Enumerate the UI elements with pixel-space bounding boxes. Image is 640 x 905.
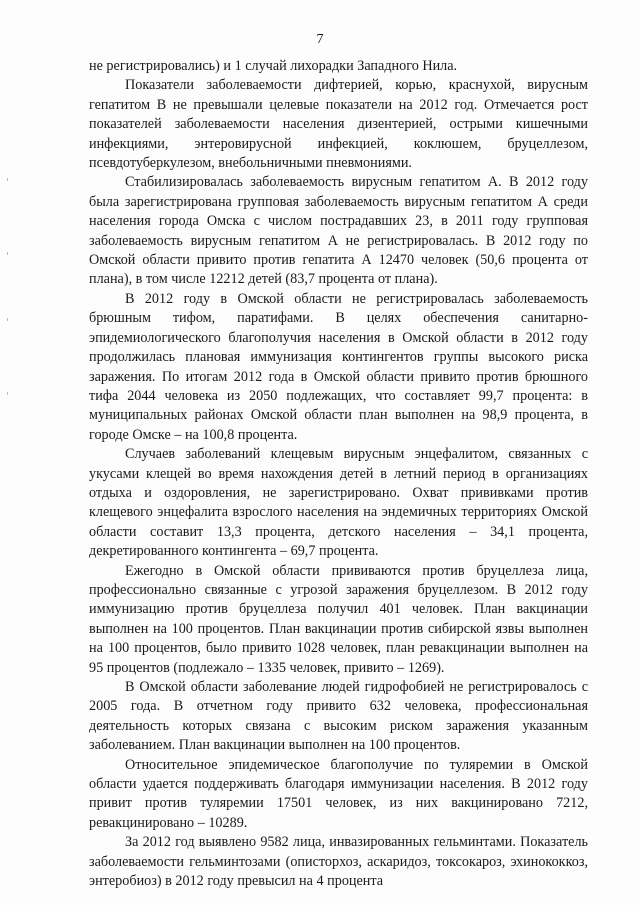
paragraph-hepatitis-a: Стабилизировалась заболеваемость вирусным гепатитом А. В 2012 году была зарегистрирована групповая заболеваемость вирусным гепатитом А среди населения города Омска с числом пострадавших 23, в 2011 году групповая заболеваемость вирусным гепатитом А не регистрировалась. В 2012 году по Омской области привито против гепатита А 12470 человек (50,6 процента от плана), в том числе 12212 детей (83,7 процента от плана).	[89, 174, 588, 288]
paragraph-helminthiasis: За 2012 год выявлено 9582 лица, инвазированных гельминтами. Показатель заболеваемости гельминтозами (описторхоз, аскаридоз, токсокароз, эхинококкоз, энтеробиоз) в 2012 году превысил на 4 процента	[89, 834, 588, 890]
paragraph-incidence-indicators: Показатели заболеваемости дифтерией, корью, краснухой, вирусным гепатитом В не превышали целевые показатели на 2012 год. Отмечается рост показателей заболеваемости населения дизентерией, острыми кишечными инфекциями, энтеровирусной инфекцией, коклюшем, бруцеллезом, псевдотуберкулезом, внебольничными пневмониями.	[89, 77, 588, 172]
paragraph-tick-borne-encephalitis: Случаев заболеваний клещевым вирусным энцефалитом, связанных с укусами клещей во время нахождения детей в летний период в организациях отдыха и оздоровления, не зарегистрировано. Охват прививками против клещевого энцефалита взрослого населения на эндемичных территориях Омской области составит 13,3 процента, детского населения – 34,1 процента, декретированного контингента – 69,7 процента.	[89, 446, 588, 560]
body-text	[89, 57, 588, 891]
scan-margin-mark	[7, 252, 8, 255]
paragraph-brucellosis: Ежегодно в Омской области прививаются против бруцеллеза лица, профессионально связанные с угрозой заражения бруцеллезом. В 2012 году иммунизацию против бруцеллеза получил 401 человек. План вакцинации выполнен на 100 процентов. План вакцинации против сибирской язвы выполнен на 100 процентов, было привито 1028 человек, план ревакцинации выполнен на 95 процентов (подлежало – 1335 человек, привито – 1269).	[89, 562, 588, 676]
paragraph-tularemia: Относительное эпидемическое благополучие по туляремии в Омской области удается поддерживать благодаря иммунизации населения. В 2012 году привит против туляремии 17501 человек, из них вакцинировано 7212, ревакцинировано – 10289.	[89, 756, 588, 831]
paragraph-continuation: не регистрировались) и 1 случай лихорадки Западного Нила.	[89, 58, 458, 74]
scan-margin-mark	[7, 178, 8, 181]
scan-margin-mark	[7, 392, 8, 395]
paragraph-rabies: В Омской области заболевание людей гидрофобией не регистрировалось с 2005 года. В отчетном году привито 632 человека, профессиональная деятельность которых связана с высоким риском заражения указанным заболеванием. План вакцинации выполнен на 100 процентов.	[89, 679, 588, 754]
scan-margin-mark	[7, 318, 8, 321]
paragraph-typhoid: В 2012 году в Омской области не регистрировалась заболеваемость брюшным тифом, паратифами. В целях обеспечения санитарно-эпидемиологического благополучия населения в Омской области в 2012 году продолжилась плановая иммунизация контингентов группы высокого риска заражения. По итогам 2012 года в Омской области привито против брюшного тифа 2044 человека из 2050 подлежащих, что составляет 99,7 процента: в муниципальных районах Омской области план выполнен на 98,9 процента, в городе Омске – на 100,8 процента.	[89, 290, 588, 443]
page-number: 7	[316, 32, 324, 47]
